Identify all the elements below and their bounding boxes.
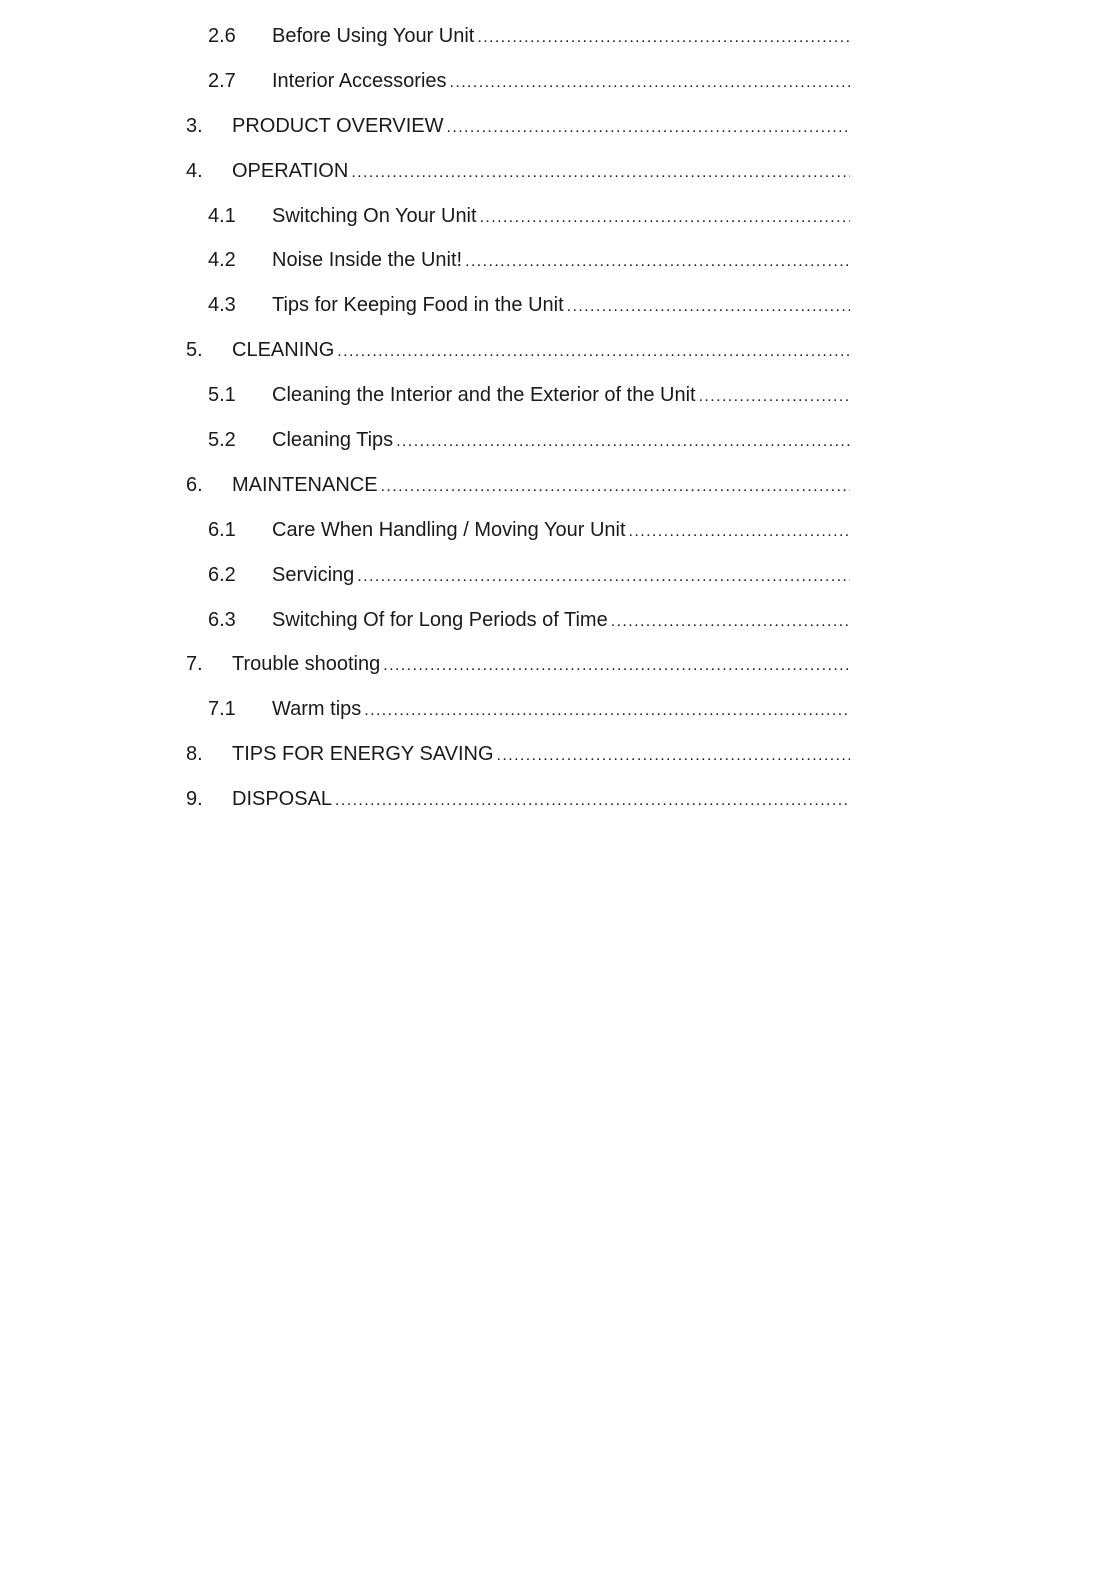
- toc-entry-number: 3.: [186, 114, 203, 137]
- toc-entry-6-2[interactable]: [186, 553, 850, 598]
- table-of-contents: [186, 14, 850, 822]
- toc-entry-number: 5.2: [208, 429, 236, 452]
- toc-entry-number: 4.3: [208, 294, 236, 317]
- toc-entry-title: Trouble shooting: [232, 642, 383, 687]
- toc-entry-2-6[interactable]: [186, 14, 850, 59]
- dot-leader: [383, 644, 850, 689]
- dot-leader: [364, 689, 850, 734]
- toc-entry-number: 6.1: [208, 518, 236, 541]
- dot-leader: [477, 16, 850, 61]
- toc-entry-6[interactable]: [186, 463, 850, 508]
- toc-entry-title: Servicing: [272, 553, 357, 598]
- toc-entry-title: OPERATION: [232, 149, 351, 194]
- toc-entry-9[interactable]: [186, 777, 850, 822]
- toc-entry-title: DISPOSAL: [232, 777, 335, 822]
- toc-entry-7-1[interactable]: [186, 687, 850, 732]
- toc-entry-title: Noise Inside the Unit!: [272, 238, 465, 283]
- toc-entry-title: Care When Handling / Moving Your Unit: [272, 508, 629, 553]
- toc-entry-4-1[interactable]: [186, 194, 850, 239]
- dot-leader: [699, 375, 850, 420]
- dot-leader: [351, 151, 850, 196]
- toc-entry-4-2[interactable]: [186, 238, 850, 283]
- toc-entry-number: 5.1: [208, 384, 236, 407]
- dot-leader: [335, 779, 850, 824]
- toc-entry-8[interactable]: [186, 732, 850, 777]
- toc-entry-number: 6.2: [208, 563, 236, 586]
- toc-entry-number: 9.: [186, 788, 203, 811]
- toc-entry-number: 7.1: [208, 698, 236, 721]
- dot-leader: [465, 240, 850, 285]
- toc-entry-5[interactable]: [186, 328, 850, 373]
- toc-entry-number: 6.3: [208, 608, 236, 631]
- dot-leader: [337, 330, 850, 375]
- toc-entry-5-1[interactable]: [186, 373, 850, 418]
- toc-entry-5-2[interactable]: [186, 418, 850, 463]
- dot-leader: [447, 106, 850, 151]
- toc-entry-title: Interior Accessories: [272, 59, 450, 104]
- toc-entry-7[interactable]: [186, 642, 850, 687]
- dot-leader: [480, 196, 850, 241]
- dot-leader: [567, 285, 850, 330]
- dot-leader: [357, 555, 850, 600]
- toc-entry-title: CLEANING: [232, 328, 337, 373]
- toc-entry-4-3[interactable]: [186, 283, 850, 328]
- toc-entry-title: Tips for Keeping Food in the Unit: [272, 283, 567, 328]
- dot-leader: [450, 61, 850, 106]
- dot-leader: [396, 420, 850, 465]
- toc-entry-number: 2.7: [208, 69, 236, 92]
- toc-entry-title: PRODUCT OVERVIEW: [232, 104, 447, 149]
- dot-leader: [629, 510, 850, 555]
- toc-entry-4[interactable]: [186, 149, 850, 194]
- toc-entry-3[interactable]: [186, 104, 850, 149]
- toc-entry-title: Switching On Your Unit: [272, 194, 480, 239]
- toc-entry-number: 5.: [186, 339, 203, 362]
- toc-entry-title: MAINTENANCE: [232, 463, 381, 508]
- toc-entry-title: TIPS FOR ENERGY SAVING: [232, 732, 497, 777]
- dot-leader: [611, 600, 850, 645]
- toc-entry-number: 8.: [186, 743, 203, 766]
- toc-entry-number: 4.1: [208, 204, 236, 227]
- toc-entry-title: Switching Of for Long Periods of Time: [272, 598, 611, 643]
- toc-entry-number: 4.: [186, 159, 203, 182]
- toc-entry-number: 6.: [186, 473, 203, 496]
- toc-entry-title: Cleaning the Interior and the Exterior of the Unit: [272, 373, 699, 418]
- toc-entry-title: Cleaning Tips: [272, 418, 396, 463]
- toc-entry-number: 2.6: [208, 25, 236, 47]
- toc-entry-title: Before Using Your Unit: [272, 14, 477, 59]
- toc-entry-2-7[interactable]: [186, 59, 850, 104]
- toc-entry-number: 4.2: [208, 249, 236, 272]
- toc-entry-title: Warm tips: [272, 687, 364, 732]
- toc-entry-6-3[interactable]: [186, 598, 850, 643]
- toc-entry-number: 7.: [186, 653, 203, 676]
- dot-leader: [381, 465, 850, 510]
- toc-entry-6-1[interactable]: [186, 508, 850, 553]
- dot-leader: [497, 734, 850, 779]
